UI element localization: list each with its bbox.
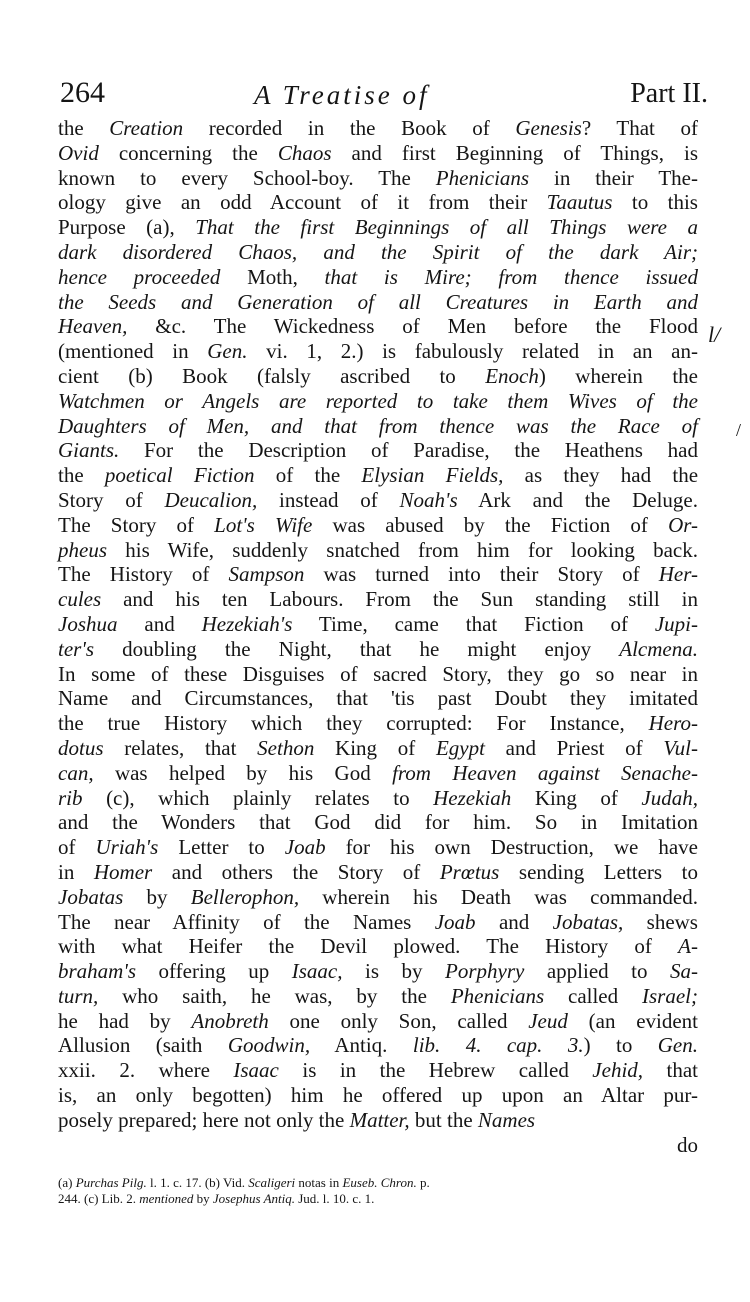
text-segment: the true History which they corrupted: For Instance, bbox=[58, 711, 649, 736]
text-line bbox=[58, 810, 698, 835]
text-segment: was turned into their Story of bbox=[304, 562, 659, 587]
text-segment: p. bbox=[416, 1175, 430, 1191]
italic-text: from Heaven against Senache- bbox=[392, 760, 698, 785]
italic-text: Homer bbox=[93, 859, 153, 884]
italic-text: Deucalion, bbox=[164, 487, 258, 512]
text-segment: vi. 1, 2.) is fabulously related in an an- bbox=[247, 339, 698, 364]
italic-text: dark disordered Chaos, and the Spirit of the dark Air; bbox=[58, 239, 698, 264]
italic-text: Alcmena. bbox=[619, 636, 698, 661]
italic-text: Or- bbox=[668, 512, 698, 537]
text-line bbox=[58, 513, 698, 538]
italic-text: Scaligeri bbox=[248, 1175, 296, 1191]
italic-text: Joab bbox=[434, 909, 476, 934]
text-line bbox=[58, 711, 698, 736]
text-segment: and Priest of bbox=[484, 735, 664, 760]
italic-text: Watchmen or Angels are reported to take them Wives of the bbox=[58, 388, 698, 413]
text-segment: is, an only begotten) him he offered up upon an Altar pur- bbox=[58, 1083, 698, 1108]
text-line bbox=[58, 190, 698, 215]
italic-text: Hezekiah bbox=[433, 785, 512, 810]
italic-text: Genesis bbox=[515, 116, 582, 140]
text-segment: offering up bbox=[136, 959, 292, 984]
text-segment: King of bbox=[314, 735, 436, 760]
italic-text: Phenicians bbox=[450, 983, 545, 1008]
text-segment: was abused by the Fiction of bbox=[312, 512, 669, 537]
margin-mark: / bbox=[736, 420, 742, 440]
italic-text: Vul- bbox=[663, 735, 698, 760]
text-segment: posely prepared; here not only the bbox=[58, 1107, 350, 1132]
italic-text: Jehid, bbox=[592, 1058, 644, 1083]
italic-text: turn, bbox=[58, 983, 99, 1008]
body-text bbox=[58, 116, 698, 1133]
text-segment: doubling the Night, that he might enjoy bbox=[94, 636, 620, 661]
italic-text: Lot's Wife bbox=[214, 512, 313, 537]
text-line bbox=[58, 339, 698, 364]
text-segment: l. 1. c. 17. (b) Vid. bbox=[146, 1175, 249, 1191]
text-line bbox=[58, 141, 698, 166]
book-page bbox=[58, 70, 708, 1207]
text-line bbox=[58, 637, 698, 662]
text-line bbox=[58, 389, 698, 414]
text-line bbox=[58, 736, 698, 761]
italic-text: Sa- bbox=[669, 959, 698, 984]
text-segment: the bbox=[58, 463, 105, 488]
text-segment: ) to bbox=[583, 1033, 658, 1058]
text-segment: Allusion (saith bbox=[58, 1033, 228, 1058]
italic-text: Joshua bbox=[58, 611, 118, 636]
italic-text: pheus bbox=[58, 537, 107, 562]
text-segment: (mentioned in bbox=[58, 339, 208, 364]
italic-text: Heaven, bbox=[58, 314, 128, 339]
text-line bbox=[58, 414, 698, 439]
running-header bbox=[58, 70, 708, 114]
italic-text: Isaac, bbox=[291, 959, 343, 984]
text-segment: instead of bbox=[257, 487, 400, 512]
footnote-line bbox=[58, 1191, 698, 1207]
italic-text: dotus bbox=[58, 735, 104, 760]
text-line bbox=[58, 959, 698, 984]
italic-text: Gen. bbox=[657, 1033, 698, 1058]
italic-text: can, bbox=[58, 760, 94, 785]
text-segment: and the Wonders that God did for him. So in Imitation bbox=[58, 810, 698, 835]
text-segment: In some of these Disguises of sacred Story, they go so near in bbox=[58, 661, 698, 686]
text-segment: and his ten Labours. From the Sun standing still in bbox=[101, 587, 698, 612]
text-segment: for his own Destruction, we have bbox=[325, 835, 698, 860]
text-segment: and others the Story of bbox=[152, 859, 440, 884]
text-line bbox=[58, 984, 698, 1009]
text-segment: Story of bbox=[58, 487, 165, 512]
text-line bbox=[58, 934, 698, 959]
margin-mark: l/ bbox=[708, 322, 721, 347]
italic-text: Elysian Fields, bbox=[361, 463, 504, 488]
italic-text: the Seeds and Generation of all Creatures in Earth and bbox=[58, 289, 698, 314]
italic-text: poetical Fiction bbox=[104, 463, 255, 488]
text-segment: 244. (c) Lib. 2. bbox=[58, 1191, 140, 1207]
text-line bbox=[58, 116, 698, 141]
italic-text: Noah's bbox=[399, 487, 458, 512]
footnotes bbox=[58, 1175, 698, 1207]
italic-text: Matter, bbox=[349, 1107, 410, 1132]
text-line bbox=[58, 835, 698, 860]
text-line bbox=[58, 463, 698, 488]
text-segment: Moth, bbox=[220, 264, 325, 289]
text-line bbox=[58, 761, 698, 786]
italic-text: Taautus bbox=[546, 190, 613, 215]
text-segment: ) wherein the bbox=[538, 363, 698, 388]
text-segment: Name and Circumstances, that 'tis past Doubt they imitated bbox=[58, 686, 698, 711]
italic-text: Isaac bbox=[233, 1058, 279, 1083]
italic-text: rib bbox=[58, 785, 83, 810]
italic-text: Enoch bbox=[485, 363, 539, 388]
italic-text: Names bbox=[477, 1107, 536, 1132]
italic-text: Uriah's bbox=[95, 835, 159, 860]
text-segment: applied to bbox=[524, 959, 670, 984]
italic-text: Israel; bbox=[642, 983, 698, 1008]
text-segment: who saith, he was, by the bbox=[98, 983, 451, 1008]
part-label: Part II. bbox=[630, 78, 708, 109]
text-segment: Letter to bbox=[158, 835, 285, 860]
italic-text: Sampson bbox=[228, 562, 305, 587]
text-segment: Time, came that Fiction of bbox=[292, 611, 655, 636]
text-segment: The History of bbox=[58, 562, 229, 587]
text-segment: (c), which plainly relates to bbox=[82, 785, 434, 810]
text-line bbox=[58, 1033, 698, 1058]
page-number: 264 bbox=[60, 76, 105, 109]
text-segment: of the bbox=[254, 463, 362, 488]
italic-text: Sethon bbox=[257, 735, 315, 760]
text-segment: For the Description of Paradise, the Heathens had bbox=[119, 438, 698, 463]
text-segment: Jud. l. 10. c. 1. bbox=[294, 1191, 375, 1207]
italic-text: Jobatas, bbox=[552, 909, 624, 934]
text-segment: in bbox=[58, 859, 94, 884]
italic-text: Josephus Antiq. bbox=[212, 1191, 295, 1207]
italic-text: Creation bbox=[109, 116, 184, 140]
text-line bbox=[58, 364, 698, 389]
italic-text: Ovid bbox=[58, 140, 99, 165]
italic-text: Joab bbox=[284, 835, 326, 860]
text-segment: The Story of bbox=[58, 512, 215, 537]
italic-text: That the first Beginnings of all Things were a bbox=[195, 215, 698, 240]
text-line bbox=[58, 488, 698, 513]
text-line bbox=[58, 1009, 698, 1034]
text-line bbox=[58, 538, 698, 563]
text-segment: ? That of bbox=[581, 116, 699, 140]
italic-text: lib. 4. cap. 3. bbox=[412, 1033, 584, 1058]
catchword: do bbox=[677, 1132, 698, 1157]
text-segment: with what Heifer the Devil plowed. The History of bbox=[58, 934, 679, 959]
text-segment: and first Beginning of Things, is bbox=[331, 140, 698, 165]
text-segment: known to every School-boy. The bbox=[58, 165, 436, 190]
text-line bbox=[58, 215, 698, 240]
text-segment: by bbox=[123, 884, 191, 909]
text-line bbox=[58, 860, 698, 885]
text-line bbox=[58, 240, 698, 265]
text-segment: to this bbox=[612, 190, 698, 215]
text-segment: notas in bbox=[295, 1175, 343, 1191]
text-line bbox=[58, 686, 698, 711]
text-segment: (a) bbox=[58, 1175, 76, 1191]
italic-text: hence proceeded bbox=[58, 264, 221, 289]
italic-text: Jobatas bbox=[58, 884, 124, 909]
italic-text: braham's bbox=[58, 959, 137, 984]
italic-text: Euseb. Chron. bbox=[342, 1175, 417, 1191]
italic-text: Purchas Pilg. bbox=[75, 1175, 147, 1191]
text-segment: xxii. 2. where bbox=[58, 1058, 234, 1083]
text-line bbox=[58, 265, 698, 290]
text-segment: Ark and the Deluge. bbox=[457, 487, 699, 512]
text-segment: is in the Hebrew called bbox=[278, 1058, 593, 1083]
text-segment: cient (b) Book (falsly ascribed to bbox=[58, 363, 486, 388]
text-line bbox=[58, 314, 698, 339]
text-segment: in their The- bbox=[529, 165, 698, 190]
italic-text: Jupi- bbox=[654, 611, 699, 636]
text-segment: relates, that bbox=[103, 735, 258, 760]
text-segment: sending Letters to bbox=[499, 859, 698, 884]
text-line bbox=[58, 910, 698, 935]
text-line bbox=[58, 587, 698, 612]
text-segment: he had by bbox=[58, 1008, 192, 1033]
text-segment: Antiq. bbox=[310, 1033, 413, 1058]
text-segment: called bbox=[544, 983, 642, 1008]
footnote-line bbox=[58, 1175, 698, 1191]
italic-text: Hezekiah's bbox=[201, 611, 293, 636]
text-segment: concerning the bbox=[98, 140, 278, 165]
text-segment: shews bbox=[623, 909, 698, 934]
text-line bbox=[58, 438, 698, 463]
italic-text: Daughters of Men, and that from thence was the Race of bbox=[58, 413, 698, 438]
text-line bbox=[58, 1083, 698, 1108]
text-line bbox=[58, 885, 698, 910]
italic-text: ter's bbox=[58, 636, 94, 661]
text-line bbox=[58, 662, 698, 687]
italic-text: Giants. bbox=[58, 438, 120, 463]
text-segment: King of bbox=[511, 785, 642, 810]
text-segment: of bbox=[58, 835, 96, 860]
italic-text: Gen. bbox=[207, 339, 248, 364]
italic-text: A- bbox=[678, 934, 698, 959]
italic-text: Phenicians bbox=[435, 165, 530, 190]
italic-text: Judah, bbox=[641, 785, 698, 810]
italic-text: Goodwin, bbox=[227, 1033, 311, 1058]
text-segment: as they had the bbox=[503, 463, 699, 488]
text-segment: recorded in the Book of bbox=[183, 116, 516, 140]
text-segment: (an evident bbox=[567, 1008, 699, 1033]
text-segment: was helped by his God bbox=[93, 760, 393, 785]
text-line bbox=[58, 786, 698, 811]
text-segment: ology give an odd Account of it from their bbox=[58, 190, 547, 215]
text-segment: the bbox=[58, 116, 110, 140]
italic-text: Chaos bbox=[277, 140, 332, 165]
text-segment: one only Son, called bbox=[268, 1008, 529, 1033]
text-segment: is by bbox=[342, 959, 446, 984]
text-segment: wherein his Death was commanded. bbox=[299, 884, 699, 909]
italic-text: Her- bbox=[658, 562, 698, 587]
text-segment: his Wife, suddenly snatched from him for looking back. bbox=[107, 537, 698, 562]
italic-text: Jeud bbox=[528, 1008, 568, 1033]
italic-text: Egypt bbox=[435, 735, 485, 760]
text-line bbox=[58, 290, 698, 315]
text-line bbox=[58, 562, 698, 587]
text-segment: Purpose (a), bbox=[58, 215, 196, 240]
text-segment: and bbox=[475, 909, 553, 934]
text-line bbox=[58, 612, 698, 637]
text-segment: but the bbox=[409, 1107, 478, 1132]
text-segment: that bbox=[643, 1058, 698, 1083]
italic-text: Anobreth bbox=[191, 1008, 269, 1033]
running-title: A Treatise of bbox=[254, 80, 430, 110]
italic-text: Prœtus bbox=[439, 859, 500, 884]
text-segment: by bbox=[193, 1191, 213, 1207]
text-line bbox=[58, 166, 698, 191]
text-segment: &c. The Wickedness of Men before the Flood bbox=[127, 314, 698, 339]
text-segment: and bbox=[117, 611, 202, 636]
italic-text: that is Mire; from thence issued bbox=[324, 264, 699, 289]
text-line bbox=[58, 1108, 698, 1133]
text-segment: The near Affinity of the Names bbox=[58, 909, 435, 934]
italic-text: Bellerophon, bbox=[190, 884, 300, 909]
text-line bbox=[58, 1058, 698, 1083]
italic-text: cules bbox=[58, 587, 102, 612]
italic-text: Porphyry bbox=[445, 959, 525, 984]
italic-text: mentioned bbox=[139, 1191, 194, 1207]
italic-text: Hero- bbox=[648, 711, 698, 736]
